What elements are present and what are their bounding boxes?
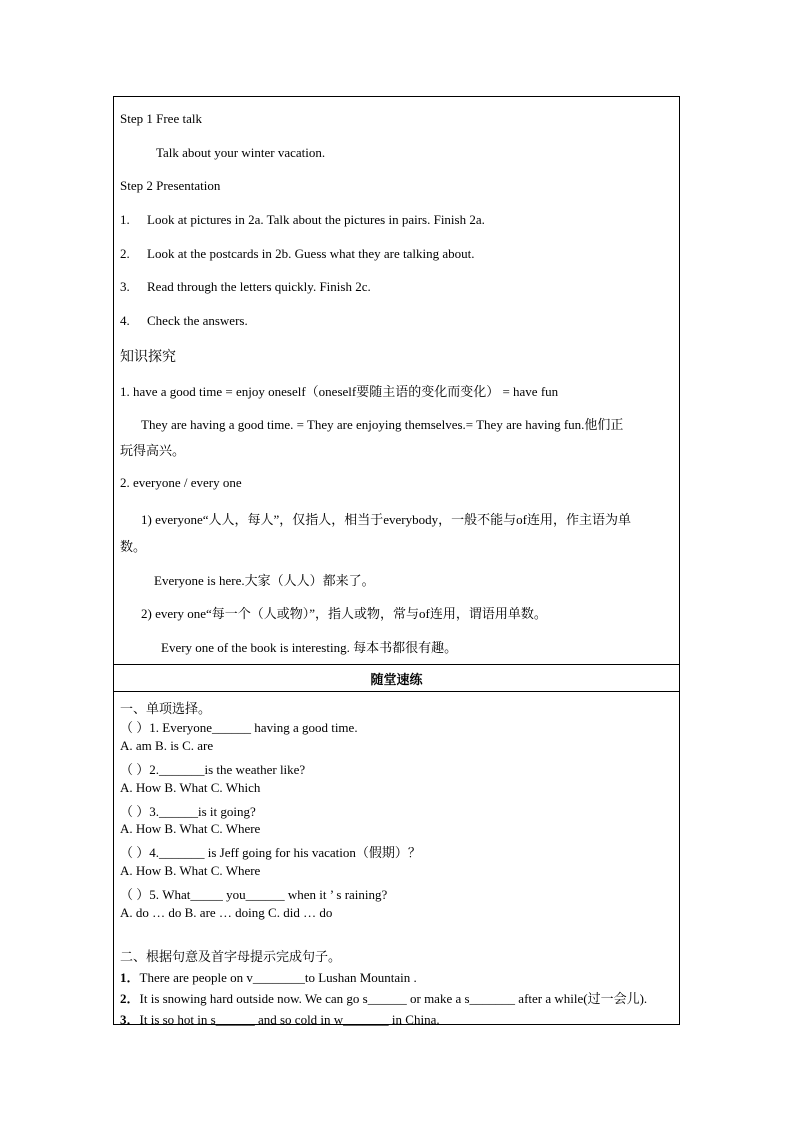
- question: （ ）2._______is the weather like?: [120, 762, 306, 777]
- practice-header: 随堂速练: [370, 672, 423, 687]
- list-item: [120, 212, 485, 228]
- list-item: [120, 246, 475, 262]
- point-2a-example: Everyone is here.大家（人人）都来了。: [154, 573, 375, 588]
- point-1-example: They are having a good time. = They are enjoying themselves.= They are having fun.他们正: [141, 417, 624, 432]
- divider: [114, 691, 679, 692]
- item-number: 3.: [120, 279, 130, 294]
- question-options: A. How B. What C. Where: [120, 863, 261, 878]
- point-2a-cont: 数。: [120, 539, 147, 554]
- point-1-example-cont: 玩得高兴。: [120, 443, 186, 458]
- item-text: Check the answers.: [147, 313, 248, 328]
- item-number: 4.: [120, 313, 130, 328]
- item-text: Read through the letters quickly. Finish 2c.: [147, 279, 371, 294]
- list-item: [120, 313, 248, 329]
- question: （ ）5. What_____ you______ when it ’ s raining?: [120, 887, 388, 902]
- part1-title: 一、单项选择。: [120, 701, 212, 716]
- explore-title: 知识探究: [120, 350, 176, 365]
- question: （ ）1. Everyone______ having a good time.: [120, 720, 358, 735]
- fill-text: It is snowing hard outside now. We can go s______ or make a s_______ after a while(过一会儿).: [139, 991, 648, 1006]
- question-options: A. How B. What C. Which: [120, 780, 261, 795]
- point-2a: 1) everyone“人人，每人”，仅指人，相当于everybody，一般不能与of连用，作主语为单: [141, 512, 631, 527]
- question: （ ）4._______ is Jeff going for his vacation（假期）？: [120, 845, 421, 860]
- item-text: Look at the postcards in 2b. Guess what they are talking about.: [147, 246, 475, 261]
- fill-item: [120, 967, 417, 986]
- point-2b-example: Every one of the book is interesting. 每本书都很有趣。: [161, 640, 458, 655]
- point-1: 1. have a good time = enjoy oneself（oneself要随主语的变化而变化） = have fun: [120, 384, 559, 399]
- point-2b: 2) every one“每一个（人或物）”，指人或物，常与of连用，谓语用单数。: [141, 606, 547, 621]
- step1-title: Step 1 Free talk: [120, 111, 202, 126]
- point-2: 2. everyone / every one: [120, 475, 242, 490]
- list-item: [120, 279, 371, 295]
- item-number: 2.: [120, 246, 130, 261]
- question: （ ）3.______is it going?: [120, 804, 256, 819]
- step2-title: Step 2 Presentation: [120, 178, 221, 193]
- fill-item: [120, 1009, 440, 1028]
- step1-text: Talk about your winter vacation.: [156, 145, 326, 160]
- question-options: A. How B. What C. Where: [120, 821, 261, 836]
- divider: [114, 664, 679, 665]
- question-options: A. do … do B. are … doing C. did … do: [120, 905, 333, 920]
- fill-text: It is so hot in s______ and so cold in w_______ in China.: [139, 1012, 440, 1027]
- fill-item: [120, 988, 647, 1007]
- item-text: Look at pictures in 2a. Talk about the pictures in pairs. Finish 2a.: [147, 212, 485, 227]
- fill-text: There are people on v________to Lushan Mountain .: [139, 970, 417, 985]
- fill-number: 2．: [120, 991, 140, 1006]
- lesson-table: [113, 96, 680, 1025]
- item-number: 1.: [120, 212, 130, 227]
- question-options: A. am B. is C. are: [120, 738, 214, 753]
- part2-title: 二、根据句意及首字母提示完成句子。: [120, 949, 342, 964]
- fill-number: 1．: [120, 970, 140, 985]
- fill-number: 3．: [120, 1012, 140, 1027]
